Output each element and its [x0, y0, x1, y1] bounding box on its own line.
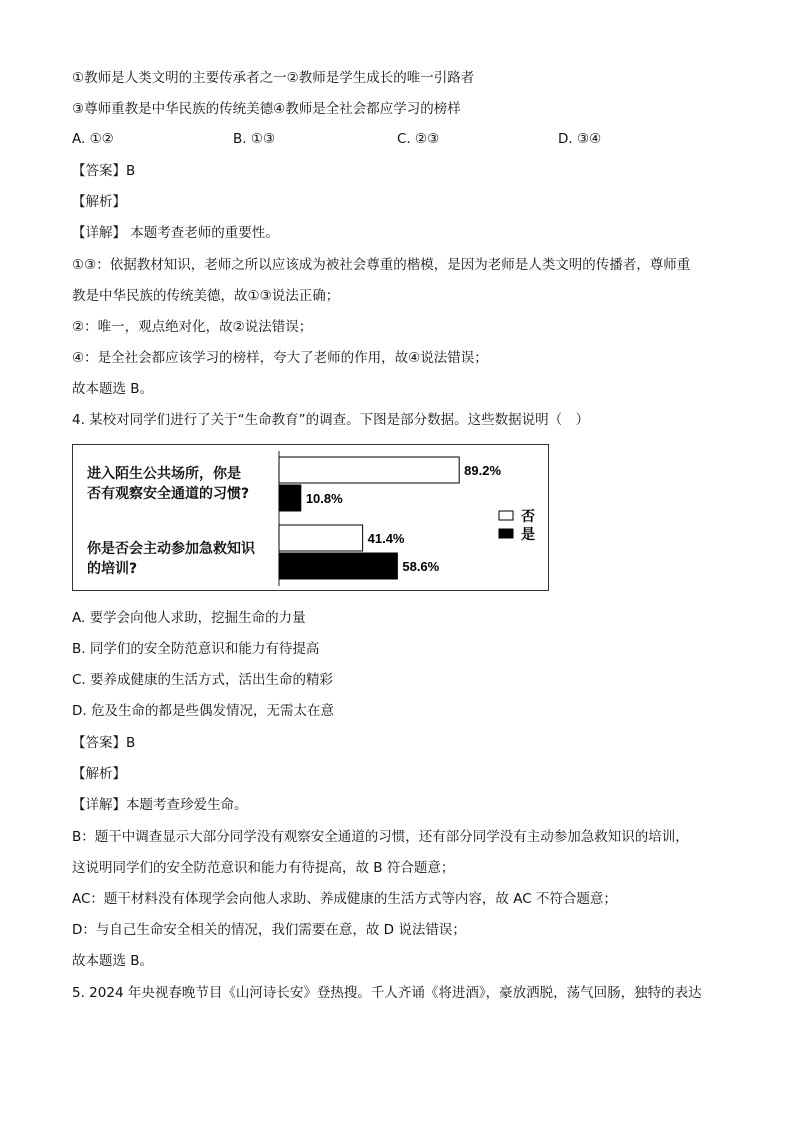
bar-是-2: [279, 553, 397, 579]
chart-plot-area: [73, 445, 550, 592]
legend-label-否: 否: [521, 509, 535, 525]
choice-d: D. 危及生命的都是些偶发情况，无需太在意: [72, 703, 334, 719]
statement-line-1: ①教师是人类文明的主要传承者之一②教师是学生成长的唯一引路者: [72, 70, 475, 86]
chart-category-1-line-2: 否有观察安全通道的习惯?: [87, 486, 250, 502]
chart-category-2-line-1: 你是否会主动参加急救知识: [87, 541, 255, 557]
conclusion-line-1: 故本题选 B。: [72, 381, 154, 397]
statement-line-2: ③尊师重教是中华民族的传统美德④教师是全社会都应学习的榜样: [72, 101, 461, 117]
chart-category-1-line-1: 进入陌生公共场所，你是: [87, 466, 241, 482]
bar-否-1: [279, 457, 459, 483]
bar-label-否-2: 41.4%: [367, 531, 405, 546]
explanation-line-1b: 教是中华民族的传统美德，故①③说法正确；: [72, 288, 340, 304]
explanation-b-line-2: 这说明同学们的安全防范意识和能力有待提高，故 B 符合题意；: [72, 860, 455, 876]
analysis-label-1: 【解析】: [72, 194, 126, 210]
detail-label-1: 【详解】 本题考查老师的重要性。: [72, 225, 279, 241]
option-c: C. ②③: [397, 131, 440, 147]
option-d: D. ③④: [558, 131, 602, 147]
explanation-b-line-1: B：题干中调查显示大部分同学没有观察安全通道的习惯，还有部分同学没有主动参加急救知识的培训，: [72, 829, 689, 845]
bar-label-否-1: 89.2%: [464, 463, 502, 478]
bar-label-是-2: 58.6%: [402, 559, 440, 574]
survey-bar-chart: [72, 444, 549, 591]
bar-否-2: [279, 525, 363, 551]
choice-b: B. 同学们的安全防范意识和能力有待提高: [72, 641, 320, 657]
legend-swatch-否: [499, 511, 513, 520]
answer-label-2: 【答案】B: [72, 735, 136, 751]
answer-label-1: 【答案】B: [72, 163, 136, 179]
legend-swatch-是: [499, 529, 513, 538]
bar-label-是-1: 10.8%: [305, 491, 343, 506]
legend-label-是: 是: [521, 527, 535, 543]
detail-label-2: 【详解】本题考查珍爱生命。: [72, 797, 248, 813]
explanation-line-1a: ①③：依据教材知识，老师之所以应该成为被社会尊重的楷模，是因为老师是人类文明的传播者，尊师重: [72, 257, 691, 273]
choice-a: A. 要学会向他人求助，挖掘生命的力量: [72, 610, 306, 626]
chart-category-2-line-2: 的培训?: [87, 561, 138, 577]
bar-是-1: [279, 485, 301, 511]
analysis-label-2: 【解析】: [72, 766, 126, 782]
option-a: A. ①②: [72, 131, 114, 147]
explanation-ac: AC：题干材料没有体现学会向他人求助、养成健康的生活方式等内容，故 AC 不符合题意；: [72, 891, 617, 907]
choice-c: C. 要养成健康的生活方式，活出生命的精彩: [72, 672, 334, 688]
conclusion-line-2: 故本题选 B。: [72, 953, 154, 969]
explanation-line-3: ④：是全社会都应该学习的榜样，夸大了老师的作用，故④说法错误；: [72, 350, 488, 366]
explanation-line-2: ②：唯一，观点绝对化，故②说法错误；: [72, 319, 313, 335]
option-b: B. ①③: [233, 131, 276, 147]
question-4-stem: 4. 某校对同学们进行了关于“生命教育”的调查。下图是部分数据。这些数据说明（ ）: [72, 412, 590, 428]
question-5-stem: 5. 2024 年央视春晚节目《山河诗长安》登热搜。千人齐诵《将进酒》，豪放洒脱，荡气回肠，独特的表达: [72, 985, 702, 1001]
answer-options-row: [72, 131, 732, 149]
explanation-d: D：与自己生命安全相关的情况，我们需要在意，故 D 说法错误；: [72, 922, 466, 938]
